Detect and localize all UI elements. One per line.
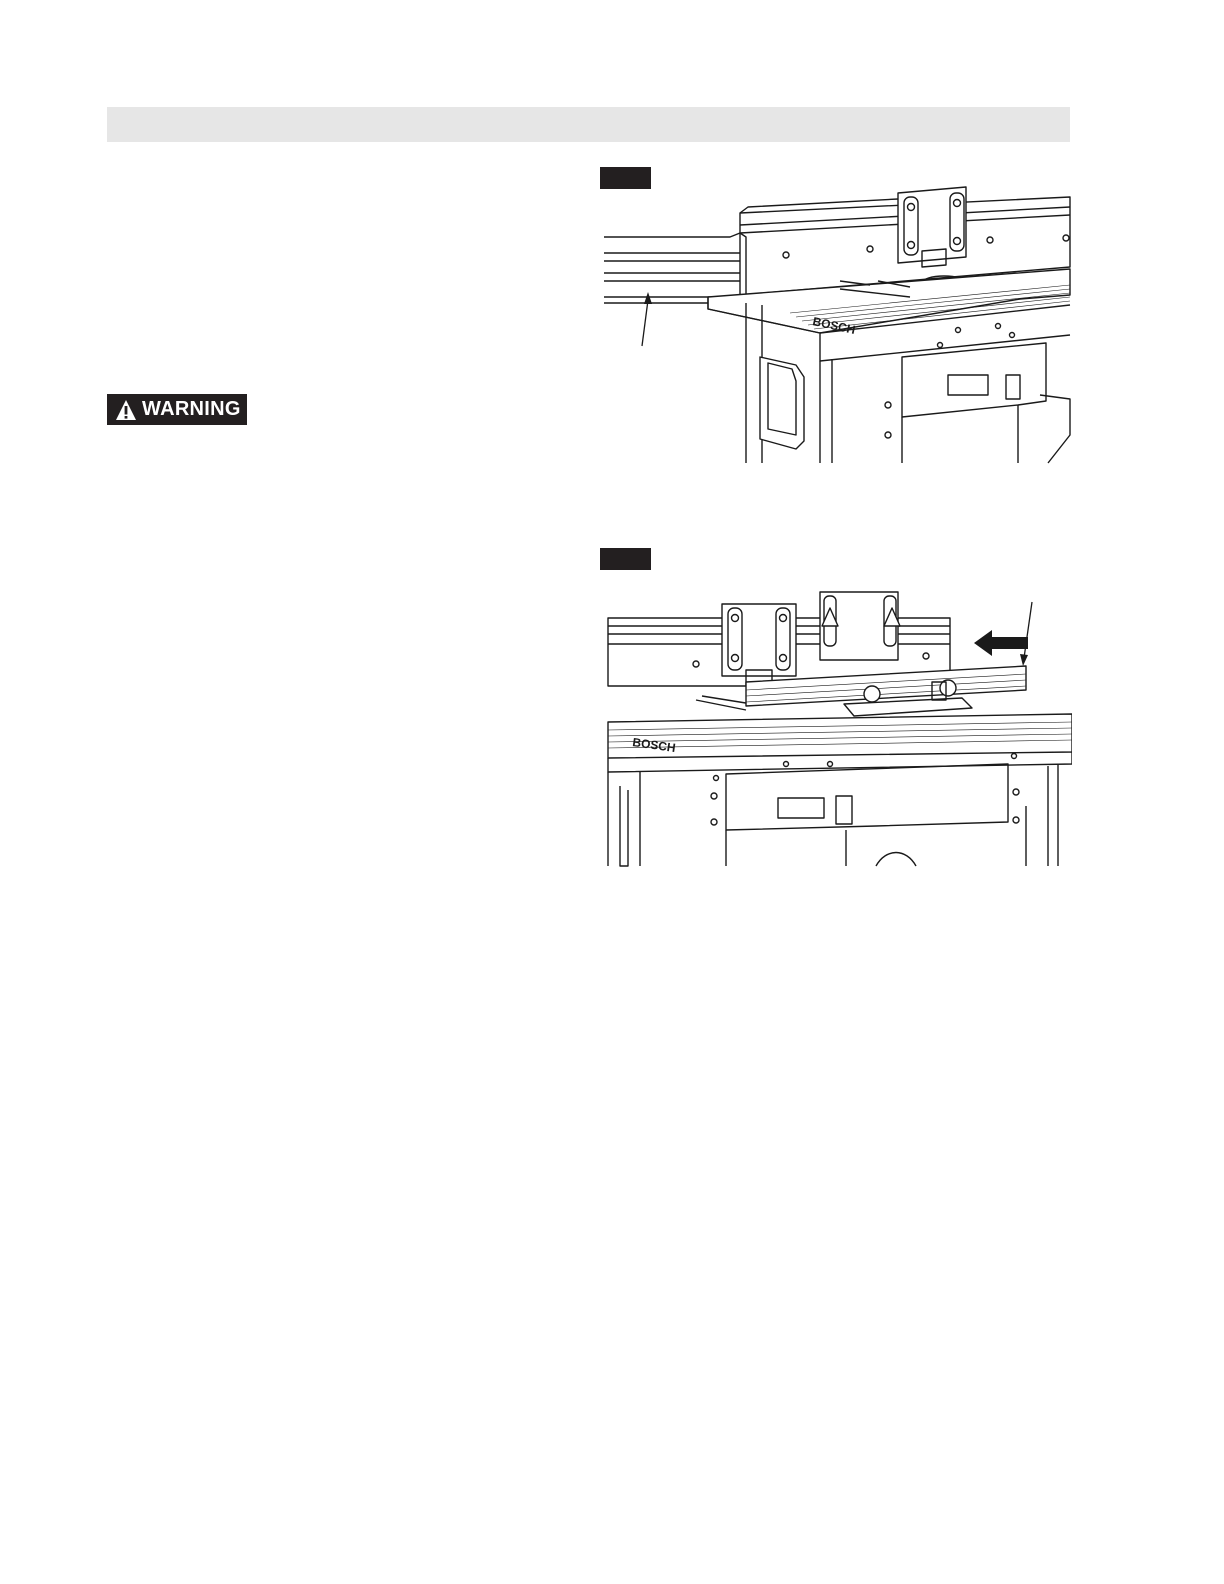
figure-2-tag [600, 548, 651, 570]
section-header-bar [107, 107, 1070, 142]
figure-1-illustration [600, 185, 1072, 465]
brand-logo: BOSCH [811, 314, 857, 337]
brand-logo: BOSCH [631, 735, 677, 756]
warning-text: WARNING [142, 398, 241, 420]
figure-1-callout-arrow [630, 290, 660, 350]
figure-2-callout-arrow [1010, 600, 1040, 670]
warning-triangle-icon [115, 399, 137, 421]
warning-label [107, 394, 247, 425]
